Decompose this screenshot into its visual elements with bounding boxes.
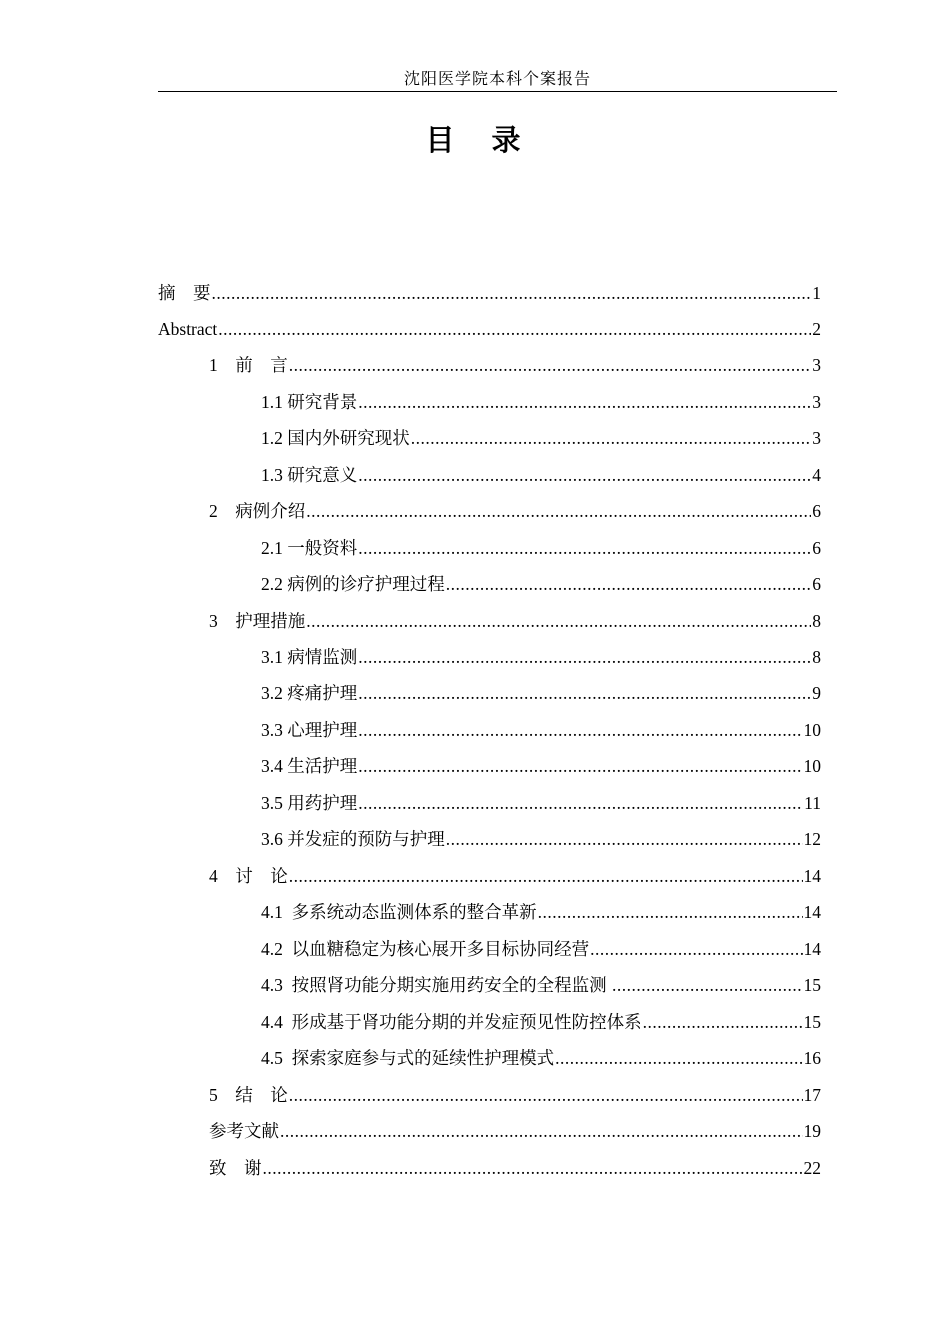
toc-entry-3-2[interactable] bbox=[261, 676, 821, 710]
toc-entry-page: 19 bbox=[803, 1121, 821, 1141]
toc-entry-page: 3 bbox=[812, 428, 821, 448]
toc-leader-dots bbox=[358, 640, 811, 674]
toc-entry-label: 3.4 生活护理 bbox=[261, 756, 358, 776]
toc-entry-page: 8 bbox=[812, 647, 821, 667]
toc-entry-chapter-2[interactable] bbox=[209, 494, 821, 528]
toc-entry-1-2[interactable] bbox=[261, 421, 821, 455]
toc-entry-page: 10 bbox=[803, 720, 821, 740]
toc-entry-chapter-1[interactable] bbox=[209, 348, 821, 382]
toc-entry-page: 22 bbox=[803, 1158, 821, 1178]
toc-leader-dots bbox=[358, 458, 811, 492]
toc-entry-page: 1 bbox=[812, 283, 821, 303]
toc-leader-dots bbox=[612, 968, 803, 1002]
toc-entry-page: 3 bbox=[812, 355, 821, 375]
toc-entry-page: 15 bbox=[803, 1012, 821, 1032]
toc-entry-label: Abstract bbox=[158, 319, 218, 339]
toc-entry-label: 3.3 心理护理 bbox=[261, 720, 358, 740]
toc-entry-page: 6 bbox=[812, 574, 821, 594]
toc-leader-dots bbox=[590, 932, 802, 966]
toc-entry-abstract-en[interactable] bbox=[158, 312, 821, 346]
toc-entry-page: 16 bbox=[803, 1048, 821, 1068]
toc-entry-page: 14 bbox=[803, 902, 821, 922]
toc-entry-abstract-cn[interactable] bbox=[158, 276, 821, 310]
toc-entry-label: 1.3 研究意义 bbox=[261, 465, 358, 485]
toc-entry-label: 3 护理措施 bbox=[209, 611, 306, 631]
toc-entry-page: 11 bbox=[804, 793, 821, 813]
toc-entry-label: 4.3 按照肾功能分期实施用药安全的全程监测 bbox=[261, 975, 611, 995]
toc-entry-label: 4.2 以血糖稳定为核心展开多目标协同经营 bbox=[261, 939, 590, 959]
toc-entry-acknowledgements[interactable] bbox=[209, 1151, 821, 1185]
toc-entry-label: 1 前 言 bbox=[209, 355, 288, 375]
toc-entry-label: 2 病例介绍 bbox=[209, 501, 306, 521]
toc-entry-label: 2.2 病例的诊疗护理过程 bbox=[261, 574, 445, 594]
toc-entry-label: 1.1 研究背景 bbox=[261, 392, 358, 412]
toc-entry-4-1[interactable] bbox=[261, 895, 821, 929]
toc-leader-dots bbox=[212, 276, 812, 310]
toc-entry-3-6[interactable] bbox=[261, 822, 821, 856]
toc-leader-dots bbox=[358, 749, 802, 783]
toc-leader-dots bbox=[358, 531, 811, 565]
toc-entry-page: 2 bbox=[812, 319, 821, 339]
toc-entry-1-3[interactable] bbox=[261, 458, 821, 492]
toc-entry-label: 4.1 多系统动态监测体系的整合革新 bbox=[261, 902, 537, 922]
toc-leader-dots bbox=[358, 786, 803, 820]
toc-leader-dots bbox=[306, 494, 811, 528]
toc-entry-label: 2.1 一般资料 bbox=[261, 538, 358, 558]
toc-entry-label: 5 结 论 bbox=[209, 1085, 288, 1105]
toc-entry-label: 致 谢 bbox=[209, 1158, 262, 1178]
toc-entry-label: 3.1 病情监测 bbox=[261, 647, 358, 667]
toc-entry-label: 1.2 国内外研究现状 bbox=[261, 428, 410, 448]
toc-entry-label: 3.5 用药护理 bbox=[261, 793, 358, 813]
toc-entry-page: 14 bbox=[803, 939, 821, 959]
toc-leader-dots bbox=[358, 676, 811, 710]
toc-entry-label: 3.6 并发症的预防与护理 bbox=[261, 829, 445, 849]
toc-leader-dots bbox=[555, 1041, 802, 1075]
toc-entry-page: 15 bbox=[803, 975, 821, 995]
toc-entry-3-4[interactable] bbox=[261, 749, 821, 783]
toc-entry-3-1[interactable] bbox=[261, 640, 821, 674]
toc-leader-dots bbox=[218, 312, 811, 346]
toc-leader-dots bbox=[446, 567, 812, 601]
toc-entry-page: 4 bbox=[812, 465, 821, 485]
toc-leader-dots bbox=[538, 895, 803, 929]
toc-entry-chapter-4[interactable] bbox=[209, 859, 821, 893]
toc-entry-4-3[interactable] bbox=[261, 968, 821, 1002]
toc-entry-4-2[interactable] bbox=[261, 932, 821, 966]
toc-entry-page: 12 bbox=[803, 829, 821, 849]
toc-entry-page: 9 bbox=[812, 683, 821, 703]
toc-entry-3-3[interactable] bbox=[261, 713, 821, 747]
toc-entry-page: 6 bbox=[812, 538, 821, 558]
toc-leader-dots bbox=[358, 713, 802, 747]
toc-entry-page: 10 bbox=[803, 756, 821, 776]
page-title: 目 录 bbox=[425, 123, 525, 157]
toc-entry-label: 4.5 探索家庭参与式的延续性护理模式 bbox=[261, 1048, 555, 1068]
toc-leader-dots bbox=[263, 1151, 803, 1185]
toc-entry-page: 14 bbox=[803, 866, 821, 886]
toc-leader-dots bbox=[446, 822, 803, 856]
toc-entry-chapter-3[interactable] bbox=[209, 604, 821, 638]
toc-leader-dots bbox=[306, 604, 811, 638]
toc-entry-label: 4 讨 论 bbox=[209, 866, 288, 886]
toc-entry-chapter-5[interactable] bbox=[209, 1078, 821, 1112]
toc-entry-page: 8 bbox=[812, 611, 821, 631]
toc-entry-label: 摘 要 bbox=[158, 283, 211, 303]
toc-entry-4-4[interactable] bbox=[261, 1005, 821, 1039]
toc-entry-4-5[interactable] bbox=[261, 1041, 821, 1075]
toc-leader-dots bbox=[358, 385, 811, 419]
toc-leader-dots bbox=[289, 348, 812, 382]
toc-leader-dots bbox=[289, 1078, 803, 1112]
toc-leader-dots bbox=[289, 859, 803, 893]
header-divider bbox=[158, 91, 837, 92]
toc-entry-page: 3 bbox=[812, 392, 821, 412]
toc-entry-label: 4.4 形成基于肾功能分期的并发症预见性防控体系 bbox=[261, 1012, 642, 1032]
toc-entry-3-5[interactable] bbox=[261, 786, 821, 820]
toc-entry-page: 6 bbox=[812, 501, 821, 521]
toc-entry-references[interactable] bbox=[209, 1114, 821, 1148]
toc-entry-label: 参考文献 bbox=[209, 1121, 279, 1141]
toc-entry-2-2[interactable] bbox=[261, 567, 821, 601]
page-header: 沈阳医学院本科个案报告 bbox=[403, 69, 591, 88]
toc-entry-2-1[interactable] bbox=[261, 531, 821, 565]
toc-entry-page: 17 bbox=[803, 1085, 821, 1105]
toc-leader-dots bbox=[643, 1005, 803, 1039]
toc-entry-1-1[interactable] bbox=[261, 385, 821, 419]
toc-leader-dots bbox=[280, 1114, 803, 1148]
toc-entry-label: 3.2 疼痛护理 bbox=[261, 683, 358, 703]
toc-leader-dots bbox=[411, 421, 812, 455]
